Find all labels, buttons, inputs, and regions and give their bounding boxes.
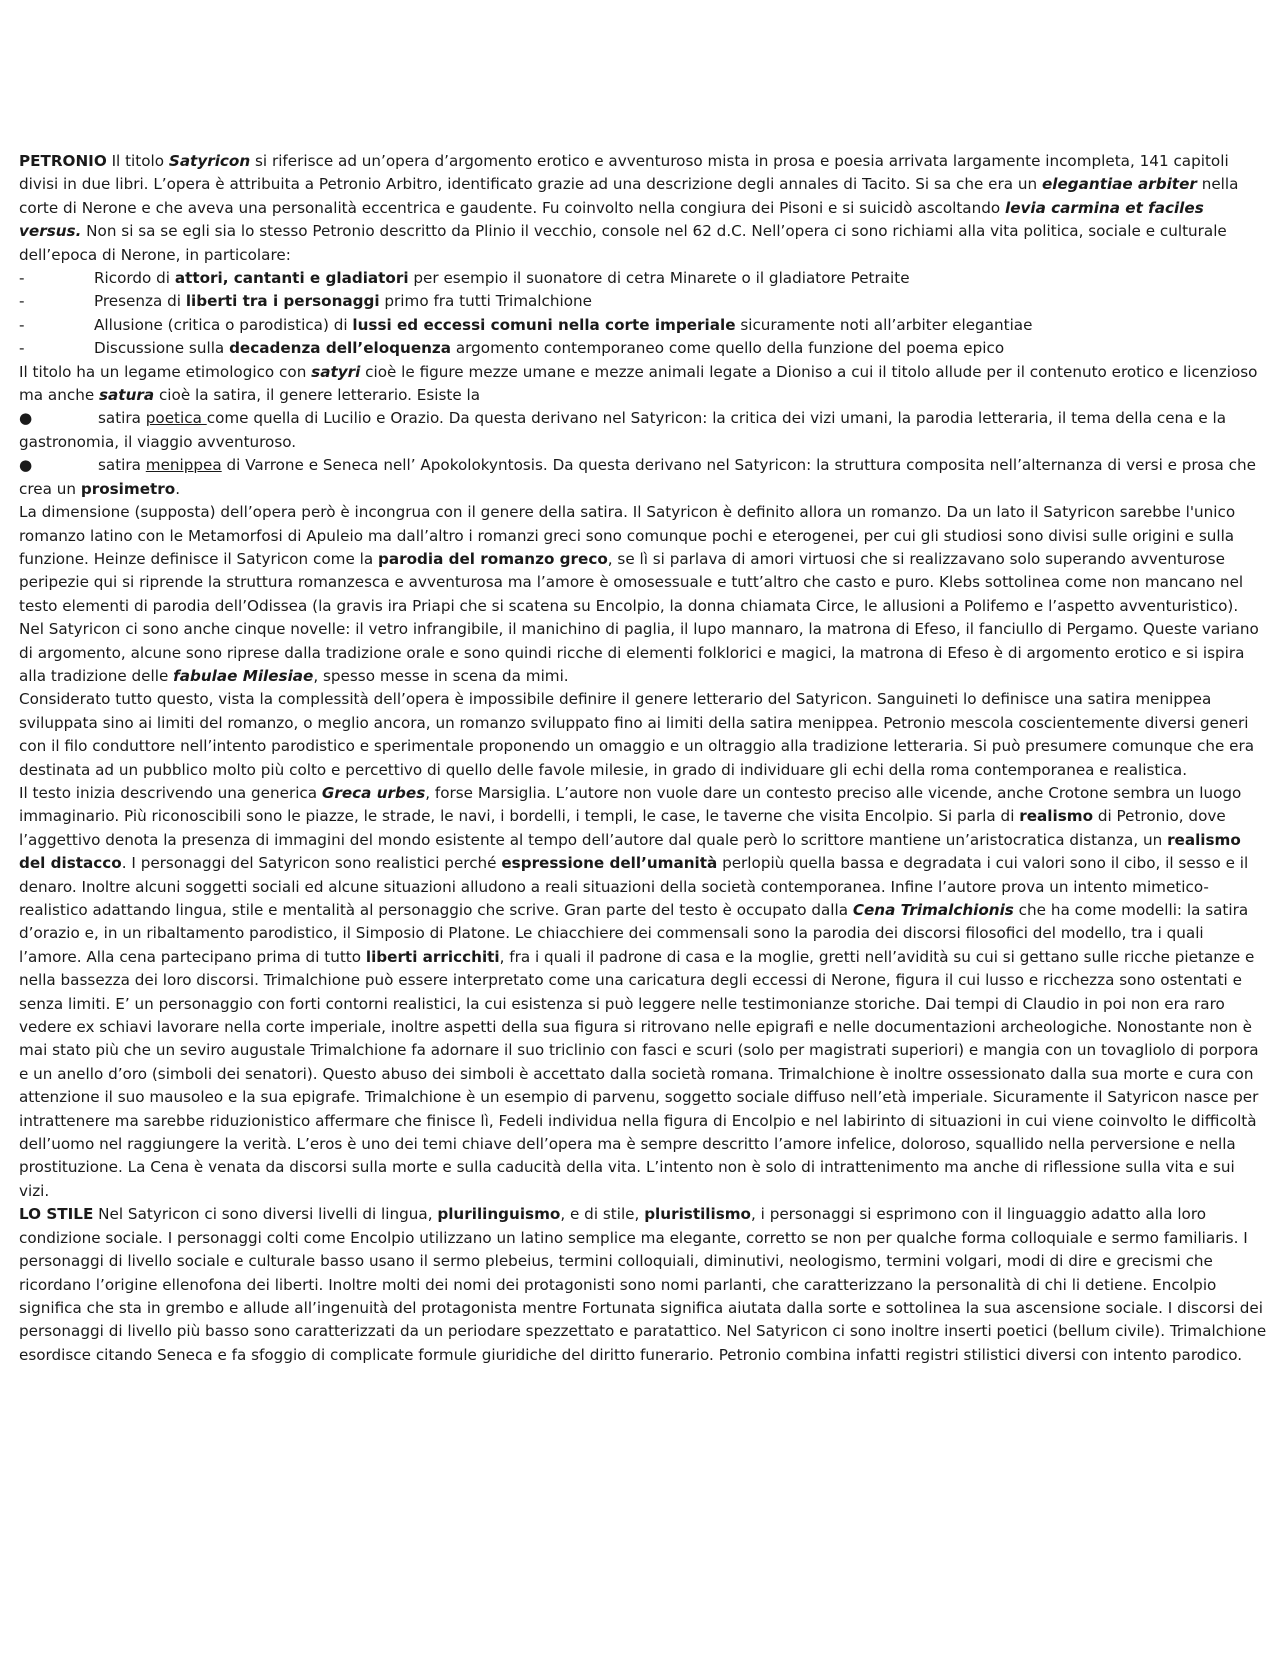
list-item: - Discussione sulla decadenza dell’eloquenza argomento contemporaneo come quello della funzione del poema epico <box>19 339 1005 358</box>
list-item: - Allusione (critica o parodistica) di lussi ed eccessi comuni nella corte imperiale sicuramente noti all’arbiter elegantiae <box>19 315 1033 334</box>
term-satyricon: Satyricon <box>168 152 251 170</box>
paragraph-stile: LO STILE Nel Satyricon ci sono diversi livelli di lingua, plurilinguismo, e di stile, pluristilismo, i personaggi si esprimono con il linguaggio adatto alla loro condizione sociale. I personaggi colti come Encolpio utilizzano un latino semplice ma elegante, corretto se non per qualche forma colloquiale e sermo familiaris. I personaggi di livello sociale e culturale basso usano il sermo plebeius, termini colloquiali, diminutivi, neologismo, termini volgari, modi di dire e grecismi che ricordano l’origine ellenofona dei liberti. Inoltre molti dei nomi dei protagonisti sono nomi parlanti, che caratterizzano la personalità di chi li detiene. Encolpio significa che sta in grembo e allude all’ingenuità del protagonista mentre Fortunata significa aiutata dalla sorte e sottolinea la sua ascensione sociale. I discorsi dei personaggi di livello più basso sono caratterizzati da un periodare spezzettato e paratattico. Nel Satyricon ci sono inoltre inserti poetici (bellum civile). Trimalchione esordisce citando Seneca e fa sfoggio di complicate formule giuridiche del diritto funerario. Petronio combina infatti registri stilistici diversi con intento parodico. <box>19 1205 1267 1364</box>
term-elegantiae-arbiter: elegantiae arbiter <box>1041 175 1197 194</box>
paragraph-intro: PETRONIO Il titolo Satyricon si riferisce ad un’opera d’argomento erotico e avventuroso mista in prosa e poesia arrivata largamente incompleta, 141 capitoli divisi in due libri. L’opera è attribuita a Petronio Arbitro, identificato grazie ad una descrizione degli annales di Tacito. Si sa che era un elegantiae arbiter nella corte di Nerone e che aveva una personalità eccentrica e gaudente. Fu coinvolto nella congiura dei Pisoni e si suicidò ascoltando levia carmina et faciles versus. Non si sa se egli sia lo stesso Petronio descritto da Plinio il vecchio, console nel 62 d.C. Nell’opera ci sono richiami alla vita politica, sociale e culturale dell’epoca di Nerone, in particolare: <box>19 152 1239 264</box>
list-item: ● satira menippea di Varrone e Seneca nell’ Apokolokyntosis. Da questa derivano nel Satyricon: la struttura composita nell’alternanza di versi e prosa che crea un prosimetro. <box>19 456 1256 498</box>
paragraph-romanzo: La dimensione (supposta) dell’opera però è incongrua con il genere della satira. Il Satyricon è definito allora un romanzo. Da un lato il Satyricon sarebbe l'unico romanzo latino con le Metamorfosi di Apuleio ma dall’altro i romanzi greci sono comunque pochi e eterogenei, per cui gli studiosi sono divisi sulle origini e sulla funzione. Heinze definisce il Satyricon come la parodia del romanzo greco, se lì si parlava di amori virtuosi che si realizzavano solo superando avventurose peripezie qui si riprende la struttura romanzesca e avventurosa ma l’amore è omosessuale e tutt’altro che casto e puro. Klebs sottolinea come non mancano nel testo elementi di parodia dell’Odissea (la gravis ira Priapi che si scatena su Encolpio, la donna chiamata Circe, le allusioni a Polifemo e l’aspetto avventuristico). <box>19 503 1244 615</box>
term-levia-carmina: levia carmina et faciles versus. <box>19 198 1204 241</box>
heading-lo-stile: LO STILE <box>19 1205 94 1224</box>
dash-list <box>19 267 1269 361</box>
paragraph-genere: Considerato tutto questo, vista la complessità dell’opera è impossibile definire il genere letterario del Satyricon. Sanguineti lo definisce una satira menippea sviluppata sino ai limiti del romanzo, o meglio ancora, un romanzo sviluppato fino ai limiti della satira menippea. Petronio mescola coscientemente diversi generi con il filo conduttore nell’intento parodistico e sperimentale proponendo un omaggio e un oltraggio alla tradizione letteraria. Si può presumere comunque che era destinata ad un pubblico molto più colto e percettivo di quello delle favole milesie, in grado di individuare gli echi della roma contemporanea e realistica. <box>19 690 1255 779</box>
list-item: ● satira poetica come quella di Lucilio e Orazio. Da questa derivano nel Satyricon: la critica dei vizi umani, la parodia letteraria, il tema della cena e la gastronomia, il viaggio avventuroso. <box>19 409 1227 451</box>
term-cena-trimalchionis: Cena Trimalchionis <box>852 901 1014 919</box>
heading-petronio: PETRONIO <box>19 152 107 170</box>
bullet-list <box>19 407 1269 501</box>
paragraph-etymology: Il titolo ha un legame etimologico con satyri cioè le figure mezze umane e mezze animali legate a Dioniso a cui il titolo allude per il contenuto erotico e licenzioso ma anche satura cioè la satira, il genere letterario. Esiste la <box>19 362 1258 405</box>
paragraph-novelle: Nel Satyricon ci sono anche cinque novelle: il vetro infrangibile, il manichino di paglia, il lupo mannaro, la matrona di Efeso, il fanciullo di Pergamo. Queste variano di argomento, alcune sono riprese dalla tradizione orale e sono quindi ricche di elementi folklorici e magici, la matrona di Efeso è di argomento erotico e si ispira alla tradizione delle fabulae Milesiae, spesso messe in scena da mimi. <box>19 620 1259 685</box>
list-item: - Ricordo di attori, cantanti e gladiatori per esempio il suonatore di cetra Minarete o il gladiatore Petraite <box>19 269 910 288</box>
term-greca-urbes: Greca urbes <box>321 783 426 802</box>
term-satyri: satyri <box>311 362 361 381</box>
document-page <box>19 150 1269 1367</box>
term-satura: satura <box>99 386 155 405</box>
paragraph-realismo: Il testo inizia descrivendo una generica Greca urbes, forse Marsiglia. L’autore non vuole dare un contesto preciso alle vicende, anche Crotone sembra un luogo immaginario. Più riconoscibili sono le piazze, le strade, le navi, i bordelli, i templi, le case, le taverne che visita Encolpio. Si parla di realismo di Petronio, dove l’aggettivo denota la presenza di immagini del mondo esistente al tempo dell’autore dal quale però lo scrittore mantiene un’aristocratica distanza, un realismo del distacco. I personaggi del Satyricon sono realistici perché espressione dell’umanità perlopiù quella bassa e degradata i cui valori sono il cibo, il sesso e il denaro. Inoltre alcuni soggetti sociali ed alcune situazioni alludono a reali situazioni della società contemporanea. Infine l’autore prova un intento mimetico-realistico adattando lingua, stile e mentalità al personaggio che scrive. Gran parte del testo è occupato dalla Cena Trimalchionis che ha come modelli: la satira d’orazio e, in un ribaltamento parodistico, il Simposio di Platone. Le chiacchiere dei commensali sono la parodia dei discorsi filosofici del modello, tra i quali l’amore. Alla cena partecipano prima di tutto liberti arricchiti, fra i quali il padrone di casa e la moglie, gretti nell’avidità su cui si gettano sulle ricche pietanze e nella bassezza dei loro discorsi. Trimalchione può essere interpretato come una caricatura degli eccessi di Nerone, figura il cui lusso e ricchezza sono ostentati e senza limiti. E’ un personaggio con forti contorni realistici, la cui esistenza si può leggere nelle testimonianze storiche. Dai tempi di Claudio in poi non era raro vedere ex schiavi lavorare nella corte imperiale, inoltre aspetti della sua figura si ritrovano nelle epigrafi e nelle documentazioni archeologiche. Nonostante non è mai stato più che un seviro augustale Trimalchione fa adornare il suo triclinio con fasci e scuri (solo per magistrati superiori) e mangia con un tovagliolo di porpora e un anello d’oro (simboli dei senatori). Questo abuso dei simboli è accettato dalla società romana. Trimalchione è inoltre ossessionato dalla sua morte e cura con attenzione il suo mausoleo e la sua epigrafe. Trimalchione è un esempio di parvenu, soggetto sociale diffuso nell’età imperiale. Sicuramente il Satyricon nasce per intrattenere ma sarebbe riduzionistico affermare che finisce lì, Fedeli individua nella figura di Encolpio e nel labirinto di situazioni in cui viene coinvolto le difficoltà dell’uomo nel raggiungere la verità. L’eros è uno dei temi chiave dell’opera ma è sempre descritto l’amore infelice, doloroso, squallido nella perversione e nella prostituzione. La Cena è venata da discorsi sulla morte e sulla caducità della vita. L’intento non è solo di intrattenimento ma anche di riflessione sulla vita e sui vizi. <box>19 783 1259 1200</box>
term-fabulae-milesiae: fabulae Milesiae <box>173 666 314 685</box>
list-item: - Presenza di liberti tra i personaggi primo fra tutti Trimalchione <box>19 292 592 311</box>
